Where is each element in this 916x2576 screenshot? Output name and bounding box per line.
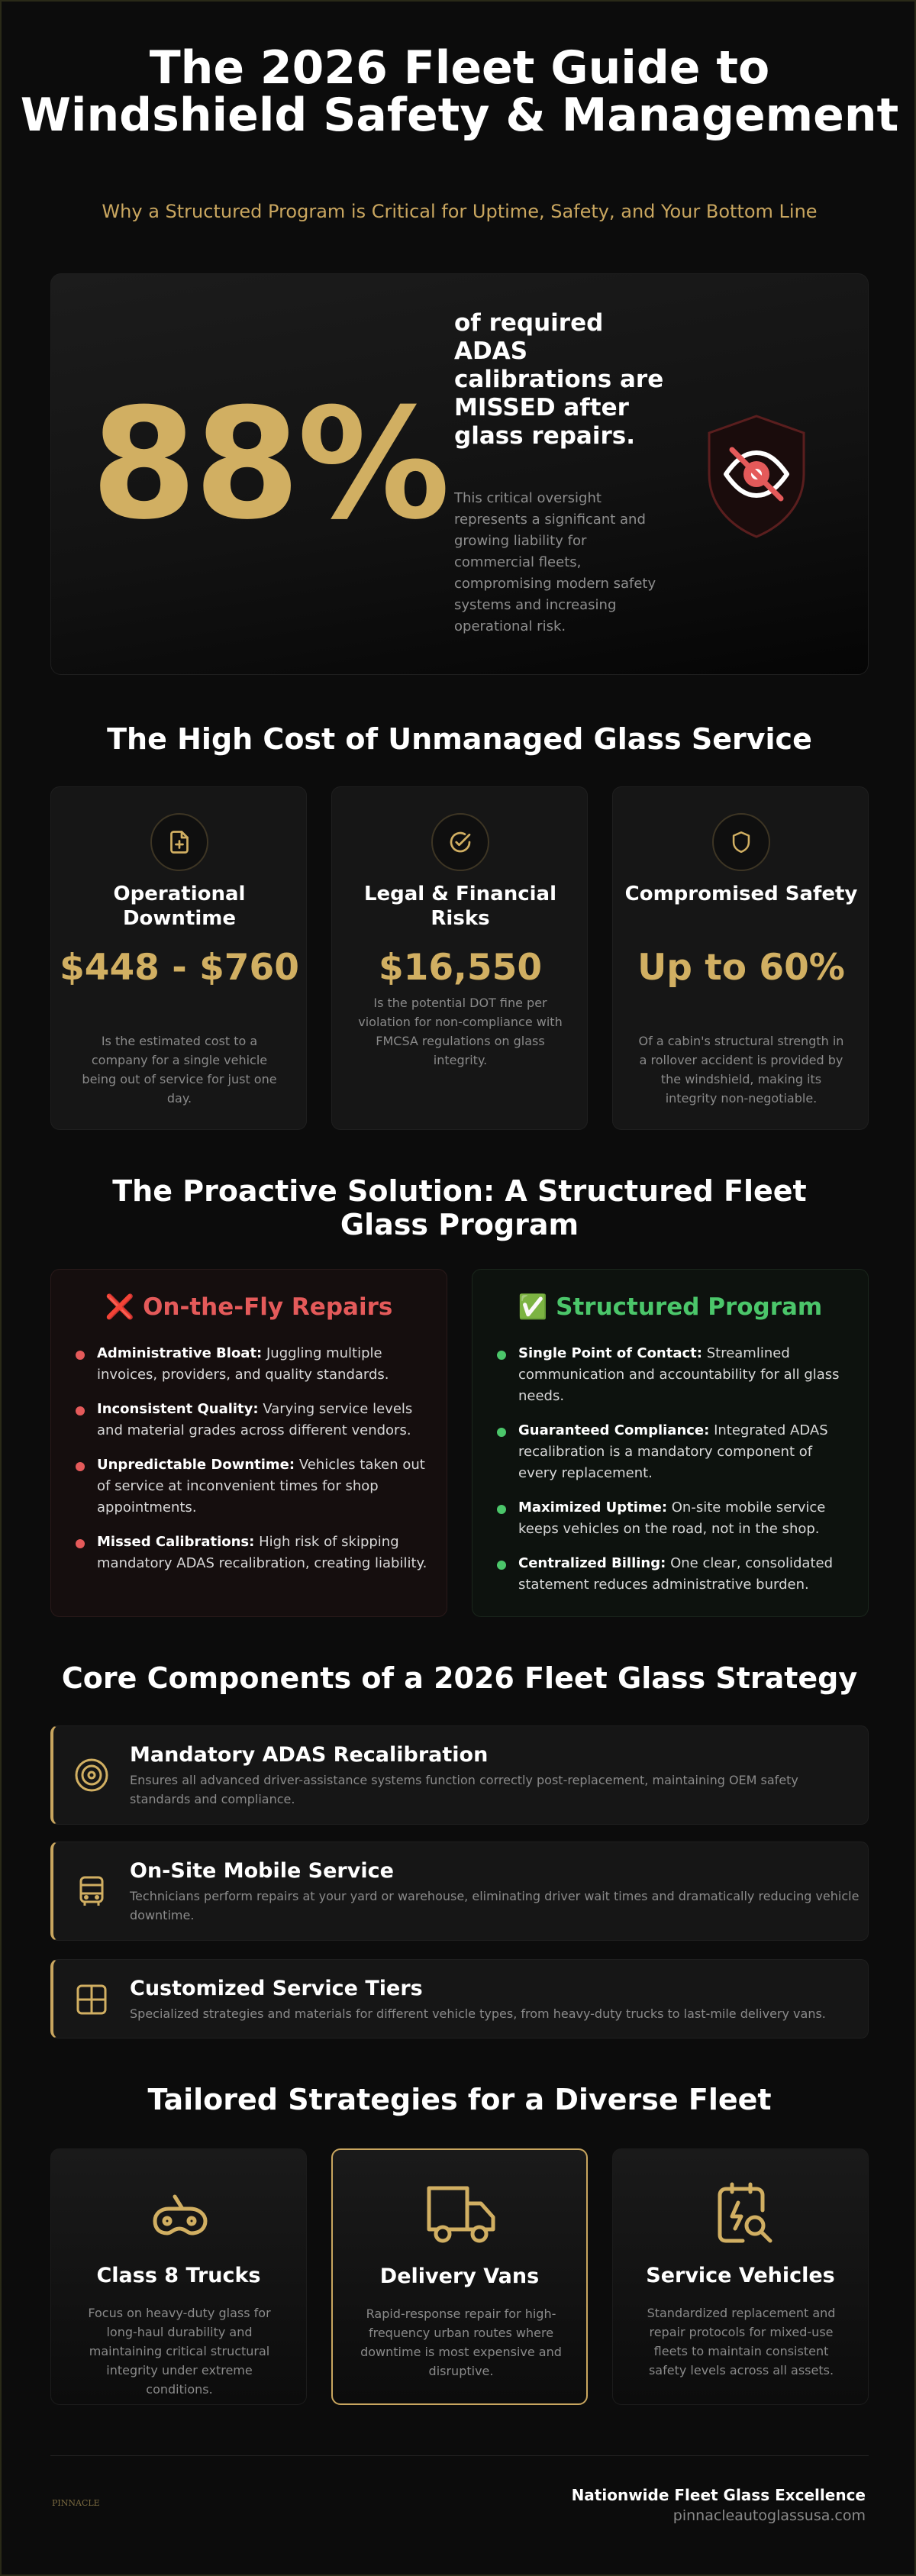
- component-title: Mandatory ADAS Recalibration: [130, 1743, 489, 1767]
- cost-card-title: Operational Downtime: [113, 883, 246, 930]
- cost-section-title: The High Cost of Unmanaged Glass Service: [107, 722, 812, 756]
- cost-card-legal: [331, 786, 588, 1130]
- cost-card-value: Up to 60%: [637, 947, 845, 989]
- cost-card-downtime: [50, 786, 307, 1130]
- strategy-card-class8: [50, 2148, 307, 2405]
- item-label: Guaranteed Compliance:: [518, 1422, 710, 1438]
- cost-card-safety: [612, 786, 869, 1130]
- cost-card-value: $448 - $760: [60, 947, 299, 989]
- list-item: [497, 1497, 850, 1540]
- cost-card-description: Is the estimated cost to a company for a single vehicle being out of service for just one day.: [82, 1034, 277, 1106]
- list-item: [76, 1532, 428, 1574]
- cost-card-title: Legal & Financial Risks: [363, 883, 557, 930]
- footer-logo: PINNACLE: [52, 2498, 100, 2508]
- item-label: Centralized Billing:: [518, 1555, 666, 1571]
- bullet-dot: [76, 1351, 85, 1360]
- eye-shield-icon: [703, 412, 810, 541]
- footer-url-link[interactable]: pinnacleautoglassusa.com: [672, 2507, 866, 2524]
- stat-headline: of required ADAS calibrations are MISSED after glass repairs.: [454, 309, 664, 450]
- stat-description: This critical oversight represents a significant and growing liability for commercial fleets, compromising modern safety systems and increasing operational risk.: [454, 490, 656, 634]
- solution-section-title: The Proactive Solution: A Structured Fleet Glass Program: [112, 1174, 807, 1241]
- component-title: Customized Service Tiers: [130, 1977, 423, 2000]
- on-the-fly-list: [76, 1343, 428, 1587]
- item-label: Inconsistent Quality:: [97, 1401, 259, 1417]
- component-mobile-service: [50, 1842, 869, 1941]
- strategy-description: Focus on heavy-duty glass for long-haul durability and maintaining critical structural integrity under extreme conditions.: [88, 2306, 271, 2397]
- component-service-tiers: [50, 1959, 869, 2039]
- list-item: [76, 1343, 428, 1386]
- grid-icon: [73, 1981, 110, 2018]
- strategy-card-delivery-vans: [331, 2148, 588, 2405]
- item-label: Missed Calibrations:: [97, 1534, 255, 1550]
- list-item: [497, 1553, 850, 1596]
- target-icon: [73, 1757, 110, 1793]
- cost-card-description: Of a cabin's structural strength in a rollover accident is provided by the windshield, making its integrity non-negotiable.: [638, 1034, 844, 1106]
- page-title: The 2026 Fleet Guide to Windshield Safety & Management: [20, 41, 899, 142]
- delivery-van-icon: [423, 2181, 499, 2249]
- list-item: [497, 1420, 850, 1484]
- item-text: Streamlined communication and accountability for all glass needs.: [518, 1345, 840, 1404]
- bullet-dot: [497, 1561, 506, 1570]
- list-item: [497, 1343, 850, 1407]
- structured-program-list: [497, 1343, 850, 1609]
- document-plus-icon: [150, 813, 208, 871]
- page-subtitle: Why a Structured Program is Critical for Uptime, Safety, and Your Bottom Line: [102, 201, 818, 222]
- shield-icon: [712, 813, 770, 871]
- bullet-dot: [497, 1351, 506, 1360]
- component-title: On-Site Mobile Service: [130, 1859, 394, 1883]
- item-text: One clear, consolidated statement reduces administrative burden.: [518, 1555, 834, 1593]
- strategy-title: Class 8 Trucks: [96, 2264, 261, 2287]
- list-item: [76, 1454, 428, 1519]
- bullet-dot: [76, 1462, 85, 1471]
- component-description: Technicians perform repairs at your yard or warehouse, eliminating driver wait times and dramatically reducing vehicle downtime.: [130, 1889, 860, 1922]
- stat-card: [50, 273, 869, 675]
- footer-divider: [50, 2455, 869, 2456]
- item-label: Maximized Uptime:: [518, 1499, 668, 1516]
- bullet-dot: [497, 1505, 506, 1514]
- item-text: Vehicles taken out of service at inconvenient times for shop appointments.: [97, 1457, 425, 1516]
- item-label: Unpredictable Downtime:: [97, 1457, 295, 1473]
- item-text: Varying service levels and material grades across different vendors.: [97, 1401, 413, 1438]
- bus-icon: [73, 1873, 110, 1909]
- stat-value: 88%: [91, 376, 447, 554]
- bullet-dot: [76, 1406, 85, 1416]
- item-text: On-site mobile service keeps vehicles on the road, not in the shop.: [518, 1499, 826, 1537]
- components-section-title: Core Components of a 2026 Fleet Glass Strategy: [61, 1661, 858, 1695]
- strategy-title: Delivery Vans: [379, 2264, 540, 2288]
- footer-tagline: Nationwide Fleet Glass Excellence: [571, 2486, 866, 2504]
- strategy-title: Service Vehicles: [646, 2264, 835, 2287]
- item-text: Integrated ADAS recalibration is a mandatory component of every replacement.: [518, 1422, 828, 1481]
- bullet-dot: [76, 1539, 85, 1548]
- structured-program-heading: ✅ Structured Program: [518, 1293, 823, 1321]
- strategy-description: Standardized replacement and repair protocols for mixed-use fleets to maintain consistent safety levels across all assets.: [647, 2306, 836, 2377]
- cost-card-title: Compromised Safety: [624, 883, 858, 905]
- strategy-description: Rapid-response repair for high-frequency urban routes where downtime is most expensive and disruptive.: [360, 2306, 562, 2378]
- cost-card-description: Is the potential DOT fine per violation for non-compliance with FMCSA regulations on glass integrity.: [358, 996, 563, 1067]
- item-text: High risk of skipping mandatory ADAS recalibration, creating liability.: [97, 1534, 427, 1571]
- strategy-card-service-vehicles: [612, 2148, 869, 2405]
- strategies-section-title: Tailored Strategies for a Diverse Fleet: [147, 2083, 772, 2116]
- on-the-fly-repairs-card: [50, 1269, 447, 1617]
- structured-program-card: [472, 1269, 869, 1617]
- item-text: Juggling multiple invoices, providers, and quality standards.: [97, 1345, 389, 1383]
- service-vehicle-icon: [703, 2180, 779, 2248]
- component-adas-recalibration: [50, 1725, 869, 1825]
- on-the-fly-heading: ❌ On-the-Fly Repairs: [105, 1293, 393, 1321]
- item-label: Single Point of Contact:: [518, 1345, 702, 1361]
- list-item: [76, 1399, 428, 1441]
- check-circle-icon: [431, 813, 489, 871]
- truck-icon: [141, 2180, 218, 2248]
- component-description: Ensures all advanced driver-assistance systems function correctly post-replacement, maintaining OEM safety standards and compliance.: [130, 1773, 798, 1806]
- component-description: Specialized strategies and materials for different vehicle types, from heavy-duty trucks to last-mile delivery vans.: [130, 2006, 826, 2021]
- bullet-dot: [497, 1428, 506, 1437]
- item-label: Administrative Bloat:: [97, 1345, 263, 1361]
- cost-card-value: $16,550: [378, 947, 543, 989]
